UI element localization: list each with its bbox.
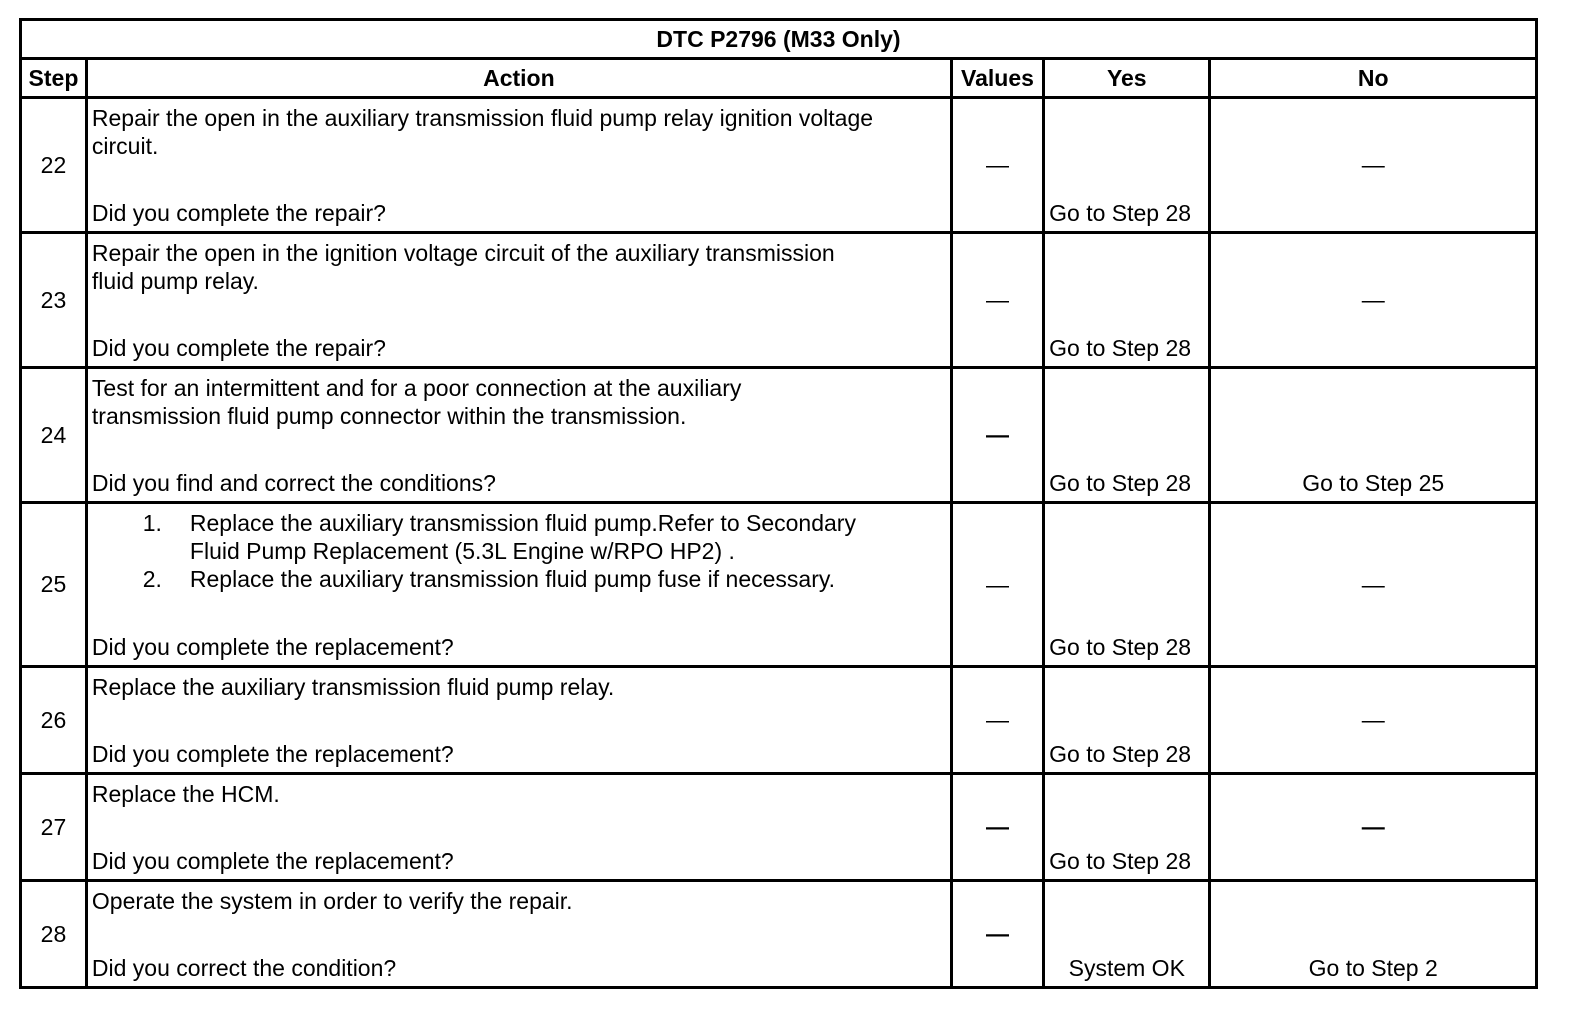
- no-cell: [1210, 881, 1537, 988]
- step-number: 28: [21, 881, 87, 988]
- yes-result: Go to Step 28: [1049, 200, 1192, 226]
- table-row: [21, 503, 1537, 667]
- action-question: Did you complete the replacement?: [91, 740, 454, 767]
- step-number: 26: [21, 667, 87, 774]
- no-dash: —: [1361, 286, 1385, 313]
- yes-cell: [1044, 667, 1210, 774]
- values-dash: —: [985, 706, 1009, 733]
- values-dash: —: [985, 286, 1009, 313]
- no-result: Go to Step 2: [1308, 955, 1438, 981]
- yes-result: System OK: [1068, 955, 1185, 981]
- values-cell: [951, 368, 1043, 503]
- values-dash: —: [985, 421, 1009, 448]
- action-text: Test for an intermittent and for a poor connection at the auxiliary: [91, 374, 742, 401]
- action-question: Did you complete the replacement?: [91, 633, 454, 660]
- step-number: 24: [21, 368, 87, 503]
- action-text: Operate the system in order to verify the repair.: [91, 887, 573, 914]
- table-row: [21, 881, 1537, 988]
- values-cell: [951, 98, 1043, 233]
- no-cell: [1210, 503, 1537, 667]
- no-cell: [1210, 233, 1537, 368]
- table-row: [21, 368, 1537, 503]
- yes-cell: [1044, 503, 1210, 667]
- action-question: Did you complete the repair?: [91, 334, 386, 361]
- action-text: transmission fluid pump connector within the transmission.: [91, 402, 687, 429]
- step-number: 27: [21, 774, 87, 881]
- values-dash: —: [985, 813, 1009, 840]
- list-item-text: Fluid Pump Replacement (5.3L Engine w/RPO HP2) .: [189, 537, 735, 564]
- action-cell: [86, 503, 951, 667]
- values-dash: —: [985, 920, 1009, 947]
- no-cell: [1210, 98, 1537, 233]
- header-values: Values: [951, 59, 1043, 98]
- list-item-text: Replace the auxiliary transmission fluid pump fuse if necessary.: [189, 565, 836, 592]
- action-question: Did you complete the repair?: [91, 199, 386, 226]
- yes-cell: [1044, 98, 1210, 233]
- action-question: Did you correct the condition?: [91, 954, 397, 981]
- yes-cell: [1044, 233, 1210, 368]
- list-item-text: Replace the auxiliary transmission fluid pump.Refer to Secondary: [189, 509, 856, 536]
- action-text: circuit.: [91, 132, 159, 159]
- values-cell: [951, 667, 1043, 774]
- yes-result: Go to Step 28: [1049, 848, 1192, 874]
- no-dash: —: [1361, 571, 1385, 597]
- action-text: fluid pump relay.: [91, 267, 259, 294]
- no-dash: —: [1361, 813, 1385, 840]
- step-number: 23: [21, 233, 87, 368]
- table-row: [21, 774, 1537, 881]
- header-no: No: [1210, 59, 1537, 98]
- values-cell: [951, 774, 1043, 881]
- action-cell: [86, 774, 951, 881]
- table-row: [21, 667, 1537, 774]
- values-dash: —: [985, 151, 1009, 178]
- list-item: 2. Replace the auxiliary transmission fluid pump fuse if necessary.: [92, 565, 946, 593]
- no-dash: —: [1361, 706, 1385, 733]
- yes-cell: [1044, 368, 1210, 503]
- no-cell: [1210, 774, 1537, 881]
- table-row: [21, 233, 1537, 368]
- yes-cell: [1044, 881, 1210, 988]
- step-number: 25: [21, 503, 87, 667]
- list-item: 1. Replace the auxiliary transmission fluid pump.Refer to Secondary Fluid Pump Replacement (5.3L Engine w/RPO HP2) .: [92, 509, 946, 565]
- action-text: Repair the open in the ignition voltage circuit of the auxiliary transmission: [91, 239, 835, 266]
- action-cell: [86, 233, 951, 368]
- action-list: [92, 509, 946, 593]
- header-yes: Yes: [1044, 59, 1210, 98]
- action-text: Repair the open in the auxiliary transmission fluid pump relay ignition voltage: [91, 104, 874, 131]
- yes-result: Go to Step 28: [1049, 634, 1192, 660]
- dtc-table: [19, 18, 1538, 989]
- action-cell: [86, 368, 951, 503]
- no-dash: —: [1361, 151, 1385, 178]
- action-question: Did you find and correct the conditions?: [91, 469, 496, 496]
- action-text: Replace the auxiliary transmission fluid pump relay.: [91, 673, 615, 700]
- action-cell: [86, 98, 951, 233]
- yes-result: Go to Step 28: [1049, 335, 1192, 361]
- action-cell: [86, 667, 951, 774]
- yes-result: Go to Step 28: [1049, 741, 1192, 767]
- values-dash: —: [985, 571, 1009, 597]
- header-step: Step: [21, 59, 87, 98]
- values-cell: [951, 233, 1043, 368]
- action-text: Replace the HCM.: [91, 780, 280, 807]
- table-title: DTC P2796 (M33 Only): [21, 20, 1537, 59]
- table-row: [21, 98, 1537, 233]
- step-number: 22: [21, 98, 87, 233]
- no-cell: [1210, 667, 1537, 774]
- action-cell: [86, 881, 951, 988]
- yes-cell: [1044, 774, 1210, 881]
- values-cell: [951, 881, 1043, 988]
- values-cell: [951, 503, 1043, 667]
- no-result: Go to Step 25: [1302, 470, 1445, 496]
- no-cell: [1210, 368, 1537, 503]
- action-question: Did you complete the replacement?: [91, 847, 454, 874]
- header-action: Action: [86, 59, 951, 98]
- yes-result: Go to Step 28: [1049, 470, 1192, 496]
